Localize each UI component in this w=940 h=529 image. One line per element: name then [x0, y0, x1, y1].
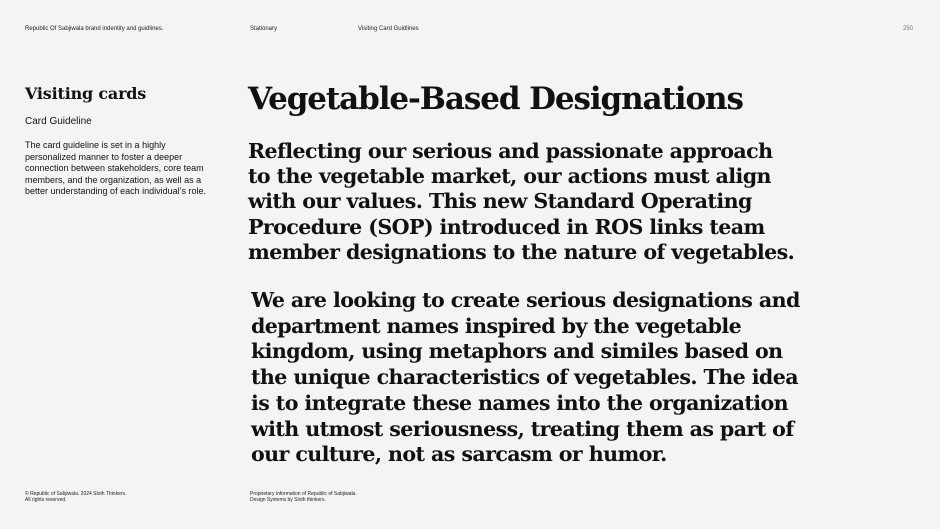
paragraph-line: with utmost seriousness, treating them as part of — [251, 416, 794, 441]
header-brand: Republic Of Sabjiwala brand indentity and guidlines. — [25, 26, 164, 32]
header-section: Stationary — [250, 26, 278, 32]
paragraph-line: the unique characteristics of vegetables. The idea — [251, 365, 798, 390]
footer-proprietary — [250, 491, 357, 503]
paragraph-line: Reflecting our serious and passionate approach — [248, 139, 773, 163]
paragraph-line: department names inspired by the vegetable — [251, 313, 742, 338]
footer-line: Proprietary information of Republic of Sabjiwala. — [250, 491, 357, 497]
footer-line: Design Systems by Sloth thinkers. — [250, 497, 326, 503]
paragraph-line: our culture, not as sarcasm or humor. — [251, 442, 667, 467]
footer-line: © Republic of Sabjiwala. 2024 Sloth Thinkers. — [25, 491, 127, 497]
paragraph-line: Procedure (SOP) introduced in ROS links team — [248, 214, 765, 239]
paragraph-intro — [248, 139, 913, 265]
paragraph-line: with our values. This new Standard Operating — [248, 189, 752, 214]
paragraph-line: kingdom, using metaphors and similes based on — [251, 339, 783, 364]
sidebar-title: Visiting cards — [25, 84, 147, 103]
sidebar-subtitle: Card Guideline — [25, 116, 92, 127]
footer-line: All rights reserved. — [25, 497, 67, 503]
paragraph-line: to the vegetable market, our actions must align — [248, 164, 771, 189]
sidebar-body: The card guideline is set in a highly personalized manner to foster a deeper connection between stakeholders, core team members, and the organization, as well as a better understanding of each individual’s role. — [25, 140, 206, 196]
paragraph-detail — [251, 288, 916, 468]
paragraph-line: member designations to the nature of vegetables. — [248, 239, 795, 264]
paragraph-line: We are looking to create serious designations and — [251, 288, 800, 312]
footer-copyright — [25, 491, 126, 503]
page-title: Vegetable-Based Designations — [248, 81, 743, 117]
page-number: 250 — [902, 26, 913, 32]
header-subsection: Visiting Card Guidlines — [358, 26, 419, 32]
paragraph-line: is to integrate these names into the organization — [251, 390, 788, 415]
